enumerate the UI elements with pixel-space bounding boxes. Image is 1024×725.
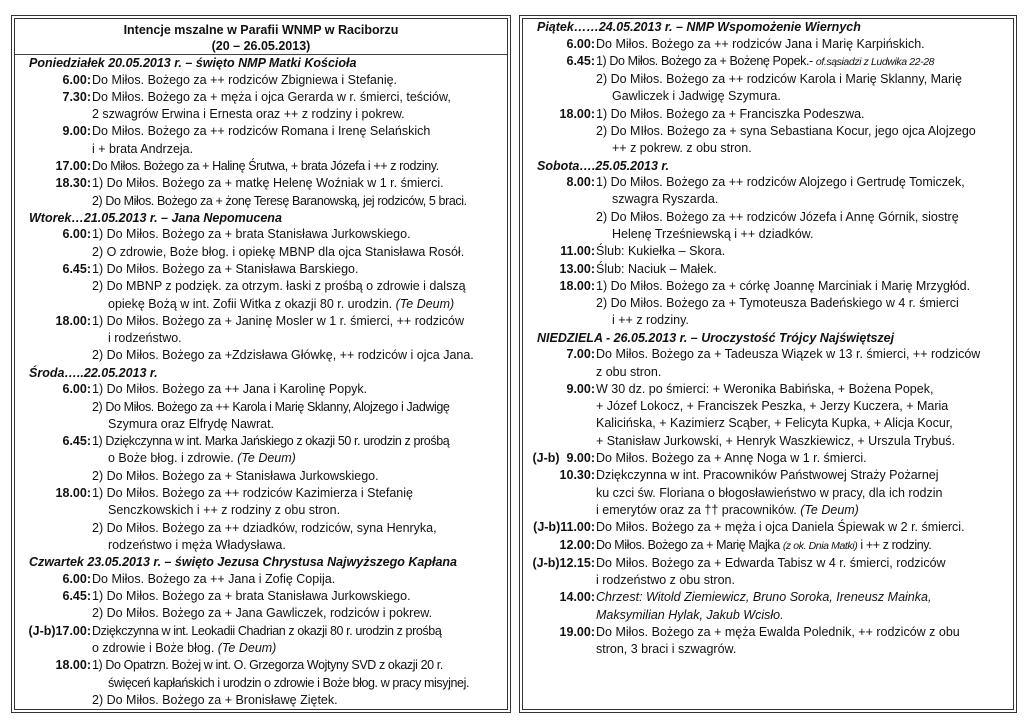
- intention-text: [595, 36, 1013, 53]
- intention-line: 2) Do MBNP z podzięk. za otrzym. łaski z prośbą o zdrowie i dalszą: [92, 279, 466, 294]
- intention-line: Do Miłos. Bożego za ++ rodziców Romana i Irenę Selańskich: [92, 124, 431, 139]
- mass-time: 6.45:: [62, 589, 91, 604]
- intention-text: [595, 589, 1013, 624]
- intention-line: 2) Do Miłos. Bożego za ++ Karola i Marię Sklanny, Alojzego i Jadwigę: [92, 399, 450, 414]
- day-section: [15, 210, 507, 365]
- day-header: Środa…..22.05.2013 r.: [29, 365, 158, 380]
- intention-line: opiekę Bożą w int. Zofii Witka z okazji 80 r. urodzin. (Te Deum): [108, 296, 455, 311]
- intention-line: Senczkowskich i ++ z rodziny z obu stron.: [108, 503, 341, 518]
- intention-text: [595, 467, 1013, 519]
- intention-line: 2) Do Miłos. Bożego za ++ rodziców Karola i Marię Sklanny, Marię: [596, 72, 962, 87]
- intention-line: 2) Do Miłos. Bożego za + Bronisławę Ziętek.: [92, 692, 338, 707]
- mass-entry: [523, 624, 1013, 659]
- intention-text: [595, 278, 1013, 330]
- right-column: [522, 18, 1014, 710]
- day-section: [523, 19, 1013, 158]
- mass-entry: [15, 657, 507, 709]
- intention-text: [595, 174, 1013, 243]
- intention-text: [91, 623, 507, 658]
- day-header: Wtorek…21.05.2013 r. – Jana Nepomucena: [29, 210, 282, 225]
- intention-text: [595, 261, 1013, 278]
- intention-text: [91, 72, 507, 89]
- intention-line: Gawliczek i Jadwigę Szymura.: [612, 89, 781, 104]
- intention-line: 2) Do Miłos. Bożego za +Zdzisława Główkę, ++ rodziców i ojca Jana.: [92, 348, 474, 363]
- intention-text: [595, 537, 1013, 555]
- intention-line: 1) Do Miłos. Bożego za ++ Jana i Karolinę Popyk.: [92, 382, 368, 397]
- intention-text: [595, 624, 1013, 659]
- mass-time: 6.45:: [62, 261, 91, 276]
- intention-text: [595, 519, 1013, 536]
- intention-line: 2) Do Miłos. Bożego za + Tymoteusza Badeńskiego w 4 r. śmierci: [596, 296, 959, 311]
- intention-line: o zdrowie i Boże błog. (Te Deum): [92, 640, 277, 655]
- intention-line: święceń kapłańskich i urodzin o zdrowie i Boże błog. w pracy misyjnej.: [108, 675, 470, 690]
- mass-time: 17.00:: [55, 158, 91, 173]
- right-column-content: [523, 19, 1013, 709]
- mass-entry: [15, 588, 507, 623]
- intention-line: Maksymilian Hylak, Jakub Wcisło.: [596, 607, 784, 622]
- intention-line: W 30 dz. po śmierci: + Weronika Babińska, + Bożena Popek,: [596, 381, 934, 396]
- mass-entry: [15, 485, 507, 554]
- mass-entry: [15, 72, 507, 89]
- intention-line: 2) Do MIłos. Bożego za + syna Sebastiana Kocur, jego ojca Alojzego: [596, 123, 976, 138]
- intention-line: szwagra Ryszarda.: [612, 192, 719, 207]
- intention-text: [91, 571, 507, 588]
- intention-text: [91, 89, 507, 124]
- mass-time: 10.30:: [559, 468, 595, 483]
- mass-entry: [15, 175, 507, 210]
- intention-text: [91, 657, 507, 709]
- day-section: [15, 54, 507, 210]
- mass-entry: [523, 261, 1013, 278]
- intention-line: Do Miłos. Bożego za + męża i ojca Gerarda w r. śmierci, teściów,: [92, 89, 451, 104]
- mass-time: 18.00:: [55, 313, 91, 328]
- mass-time: 6.00:: [62, 571, 91, 586]
- intention-line: Ślub: Naciuk – Małek.: [596, 261, 717, 276]
- intention-line: 1) Do Miłos. Bożego za ++ rodziców Alojzego i Gertrudę Tomiczek,: [596, 175, 965, 190]
- mass-time: 18.00:: [559, 106, 595, 121]
- mass-entry: [15, 261, 507, 313]
- intention-line: Do Miłos. Bożego za ++ rodziców Jana i Marię Karpińskich.: [596, 36, 925, 51]
- left-column: [14, 18, 508, 710]
- day-header: Czwartek 23.05.2013 r. – święto Jezusa Chrystusa Najwyższego Kapłana: [29, 555, 457, 570]
- left-column-content: [15, 19, 507, 709]
- mass-entry: [523, 555, 1013, 590]
- right-day-list: [523, 19, 1013, 659]
- mass-entry: [523, 53, 1013, 106]
- intention-text: [595, 53, 1013, 106]
- mass-entry: [15, 226, 507, 261]
- day-header: Poniedziałek 20.05.2013 r. – święto NMP Matki Kościoła: [15, 54, 507, 72]
- left-day-list: [15, 54, 507, 709]
- intention-line: Do Miłos. Bożego za + Edwarda Tabisz w 4 r. śmierci, rodziców: [596, 555, 946, 570]
- mass-entry: [523, 106, 1013, 158]
- mass-time: 9.00:: [566, 381, 595, 396]
- intention-line: 2) Do Miłos. Bożego za ++ rodziców Józefa i Annę Górnik, siostrę: [596, 209, 959, 224]
- intention-text: [91, 226, 507, 261]
- day-section: [523, 158, 1013, 330]
- intention-text: [595, 106, 1013, 158]
- intention-line: + Stanisław Jurkowski, + Henryk Waszkiewicz, + Urszula Trybuś.: [596, 433, 956, 448]
- intention-line: 2) O zdrowie, Boże błog. i opiekę MBNP dla ojca Stanisława Rosół.: [92, 244, 465, 259]
- mass-entry: [15, 123, 507, 158]
- intention-text: [595, 381, 1013, 450]
- mass-time: 6.45:: [566, 53, 595, 68]
- mass-entry: [523, 174, 1013, 243]
- intention-line: 1) Do Opatrzn. Bożej w int. O. Grzegorza Wojtyny SVD z okazji 20 r.: [92, 658, 443, 673]
- mass-entry: [15, 313, 507, 365]
- mass-time: 18.30:: [55, 176, 91, 191]
- intention-line: 1) Do Miłos. Bożego za + brata Stanisława Jurkowskiego.: [92, 589, 411, 604]
- intention-line: 1) Do Miłos. Bożego za ++ rodziców Kazimierza i Stefanię: [92, 486, 413, 501]
- intention-line: Do Miłos. Bożego za + Annę Noga w 1 r. śmierci.: [596, 451, 867, 466]
- day-header: Sobota….25.05.2013 r.: [537, 158, 670, 173]
- mass-entry: [523, 519, 1013, 536]
- intention-text: [91, 175, 507, 210]
- document-title: [15, 19, 507, 54]
- intention-line: Dziękczynna w int. Pracowników Państwowej Straży Pożarnej: [596, 468, 939, 483]
- mass-time: 9.00:: [62, 124, 91, 139]
- title-line-1: Intencje mszalne w Parafii WNMP w Raciborzu: [123, 23, 399, 37]
- mass-time: (J-b)12.15:: [532, 555, 595, 570]
- intention-line: Kalicińska, + Kazimierz Scąber, + Felicyta Kupka, + Alicja Kocur,: [596, 416, 953, 431]
- mass-entry: [523, 589, 1013, 624]
- mass-time: 6.45:: [62, 434, 91, 449]
- intention-line: 1) Dziękczynna w int. Marka Jańskiego z okazji 50 r. urodzin z prośbą: [92, 434, 450, 449]
- intention-line: 2) Do Miłos. Bożego za + Stanisława Jurkowskiego.: [92, 468, 379, 483]
- intention-text: [595, 243, 1013, 260]
- intention-line: i rodzeństwo z obu stron.: [596, 573, 735, 588]
- intention-line: ++ z pokrew. z obu stron.: [612, 141, 752, 156]
- intention-line: Do Miłos. Bożego za + Tadeusza Wiązek w 13 r. śmierci, ++ rodziców: [596, 347, 981, 362]
- mass-time: 11.00:: [560, 244, 595, 259]
- intention-line: Do Miłos. Bożego za + męża Ewalda Polednik, ++ rodziców z obu: [596, 625, 960, 639]
- mass-time: 6.00:: [62, 72, 91, 87]
- mass-time: 18.00:: [559, 278, 595, 293]
- intention-text: [91, 381, 507, 433]
- mass-time: (J-b)17.00:: [28, 623, 91, 638]
- mass-entry: [523, 36, 1013, 53]
- intention-line: i ++ z rodziny.: [612, 313, 689, 328]
- mass-entry: [523, 381, 1013, 450]
- mass-time: 18.00:: [55, 486, 91, 501]
- intention-line: z obu stron.: [596, 364, 662, 379]
- day-section: [15, 554, 507, 709]
- mass-entry: [523, 278, 1013, 330]
- mass-entry: [523, 346, 1013, 381]
- mass-entry: [15, 158, 507, 175]
- intention-text: [91, 123, 507, 158]
- intention-text: [91, 158, 507, 175]
- intention-line: Do Miłos. Bożego za + męża i ojca Daniela Śpiewak w 2 r. śmierci.: [596, 520, 965, 535]
- intention-line: 1) Do Miłos. Bożego za + Franciszka Podeszwa.: [596, 106, 865, 121]
- intention-text: [91, 588, 507, 623]
- intention-text: [595, 450, 1013, 467]
- intention-text: [91, 313, 507, 365]
- intention-line: stron, 3 braci i szwagrów.: [596, 642, 737, 657]
- intention-line: o Boże błog. i zdrowie. (Te Deum): [108, 451, 296, 466]
- intention-line: Helenę Trześniewską i ++ dziadków.: [612, 226, 814, 241]
- intention-line: ku czci św. Floriana o błogosławieństwo w pracy, dla ich rodzin: [596, 485, 943, 500]
- intention-line: Dziękczynna w int. Leokadii Chadrian z okazji 80 r. urodzin z prośbą: [92, 623, 442, 638]
- mass-time: 18.00:: [55, 658, 91, 673]
- intention-text: [595, 555, 1013, 590]
- mass-entry: [15, 89, 507, 124]
- mass-entry: [523, 537, 1013, 555]
- mass-time: 12.00:: [559, 537, 595, 552]
- mass-time: (J-b)11.00:: [533, 520, 595, 535]
- intention-line: Chrzest: Witold Ziemiewicz, Bruno Soroka, Ireneusz Mainka,: [596, 590, 932, 605]
- mass-entry: [523, 243, 1013, 260]
- intention-line: Ślub: Kukiełka – Skora.: [596, 244, 726, 259]
- intention-line: + Józef Lokocz, + Franciszek Peszka, + Jerzy Kuczera, + Maria: [596, 399, 949, 414]
- mass-time: 7.00:: [566, 347, 595, 362]
- intention-line: 1) Do Miłos. Bożego za + Stanisława Barskiego.: [92, 261, 359, 276]
- intention-line: 1) Do Miłos. Bożego za + Janinę Mosler w 1 r. śmierci, ++ rodziców: [92, 313, 465, 328]
- intention-line: i + brata Andrzeja.: [92, 141, 194, 156]
- intention-text: [91, 485, 507, 554]
- mass-time: 6.00:: [566, 36, 595, 51]
- intention-text: [91, 261, 507, 313]
- intention-line: 1) Do Miłos. Bożego za + córkę Joannę Marciniak i Marię Mrzygłód.: [596, 278, 971, 293]
- intention-line: 1) Do Miłos. Bożego za + brata Stanisława Jurkowskiego.: [92, 227, 411, 242]
- mass-time: 19.00:: [559, 625, 595, 639]
- intention-line: i rodzeństwo.: [108, 331, 182, 346]
- intention-line: 2) Do Miłos. Bożego za ++ dziadków, rodziców, syna Henryka,: [92, 520, 437, 535]
- mass-time: 13.00:: [559, 261, 595, 276]
- mass-entry: [523, 450, 1013, 467]
- mass-time: 7.30:: [62, 89, 91, 104]
- mass-entry: [15, 571, 507, 588]
- mass-time: 14.00:: [559, 590, 595, 605]
- intention-line: Do Miłos. Bożego za ++ rodziców Zbigniewa i Stefanię.: [92, 72, 398, 87]
- mass-time: 6.00:: [62, 227, 91, 242]
- intention-line: rodzeństwo i męża Władysława.: [108, 537, 286, 552]
- day-header: Piątek……24.05.2013 r. – NMP Wspomożenie Wiernych: [537, 20, 861, 34]
- day-section: [523, 330, 1013, 659]
- intention-line: 2) Do Miłos. Bożego za + żonę Teresę Baranowską, jej rodziców, 5 braci.: [92, 193, 467, 208]
- mass-entry: [15, 381, 507, 433]
- mass-entry: [15, 623, 507, 658]
- mass-entry: [15, 433, 507, 485]
- intention-text: [595, 346, 1013, 381]
- mass-time: (J-b) 9.00:: [532, 451, 595, 466]
- intention-line: 1) Do Miłos. Bożego za + matkę Helenę Woźniak w 1 r. śmierci.: [92, 176, 444, 191]
- intention-line: 2) Do Miłos. Bożego za + Jana Gawliczek, rodziców i pokrew.: [92, 606, 433, 621]
- title-line-2: (20 – 26.05.2013): [211, 39, 311, 53]
- intention-line: Szymura oraz Elfrydę Nawrat.: [108, 416, 275, 431]
- intention-line: 2 szwagrów Erwina i Ernesta oraz ++ z rodziny i pokrew.: [92, 107, 405, 122]
- intention-text: [91, 433, 507, 485]
- intention-line: i emerytów oraz za †† pracowników. (Te Deum): [596, 502, 859, 517]
- day-section: [15, 365, 507, 554]
- mass-time: 8.00:: [566, 175, 595, 190]
- day-header: NIEDZIELA - 26.05.2013 r. – Uroczystość Trójcy Najświętszej: [537, 330, 895, 345]
- intention-line: 1) Do Miłos. Bożego za + Bożenę Popek.- of.sąsiadzi z Ludwika 22-28: [596, 53, 935, 68]
- mass-time: 6.00:: [62, 382, 91, 397]
- intention-line: Do Miłos. Bożego za + Marię Majka (z ok. Dnia Matki) i ++ z rodziny.: [596, 537, 932, 552]
- mass-entry: [523, 467, 1013, 519]
- intention-line: Do Miłos. Bożego za + Halinę Śrutwa, + brata Józefa i ++ z rodziny.: [92, 158, 439, 173]
- intention-line: Do Miłos. Bożego za ++ Jana i Zofię Copija.: [92, 571, 336, 586]
